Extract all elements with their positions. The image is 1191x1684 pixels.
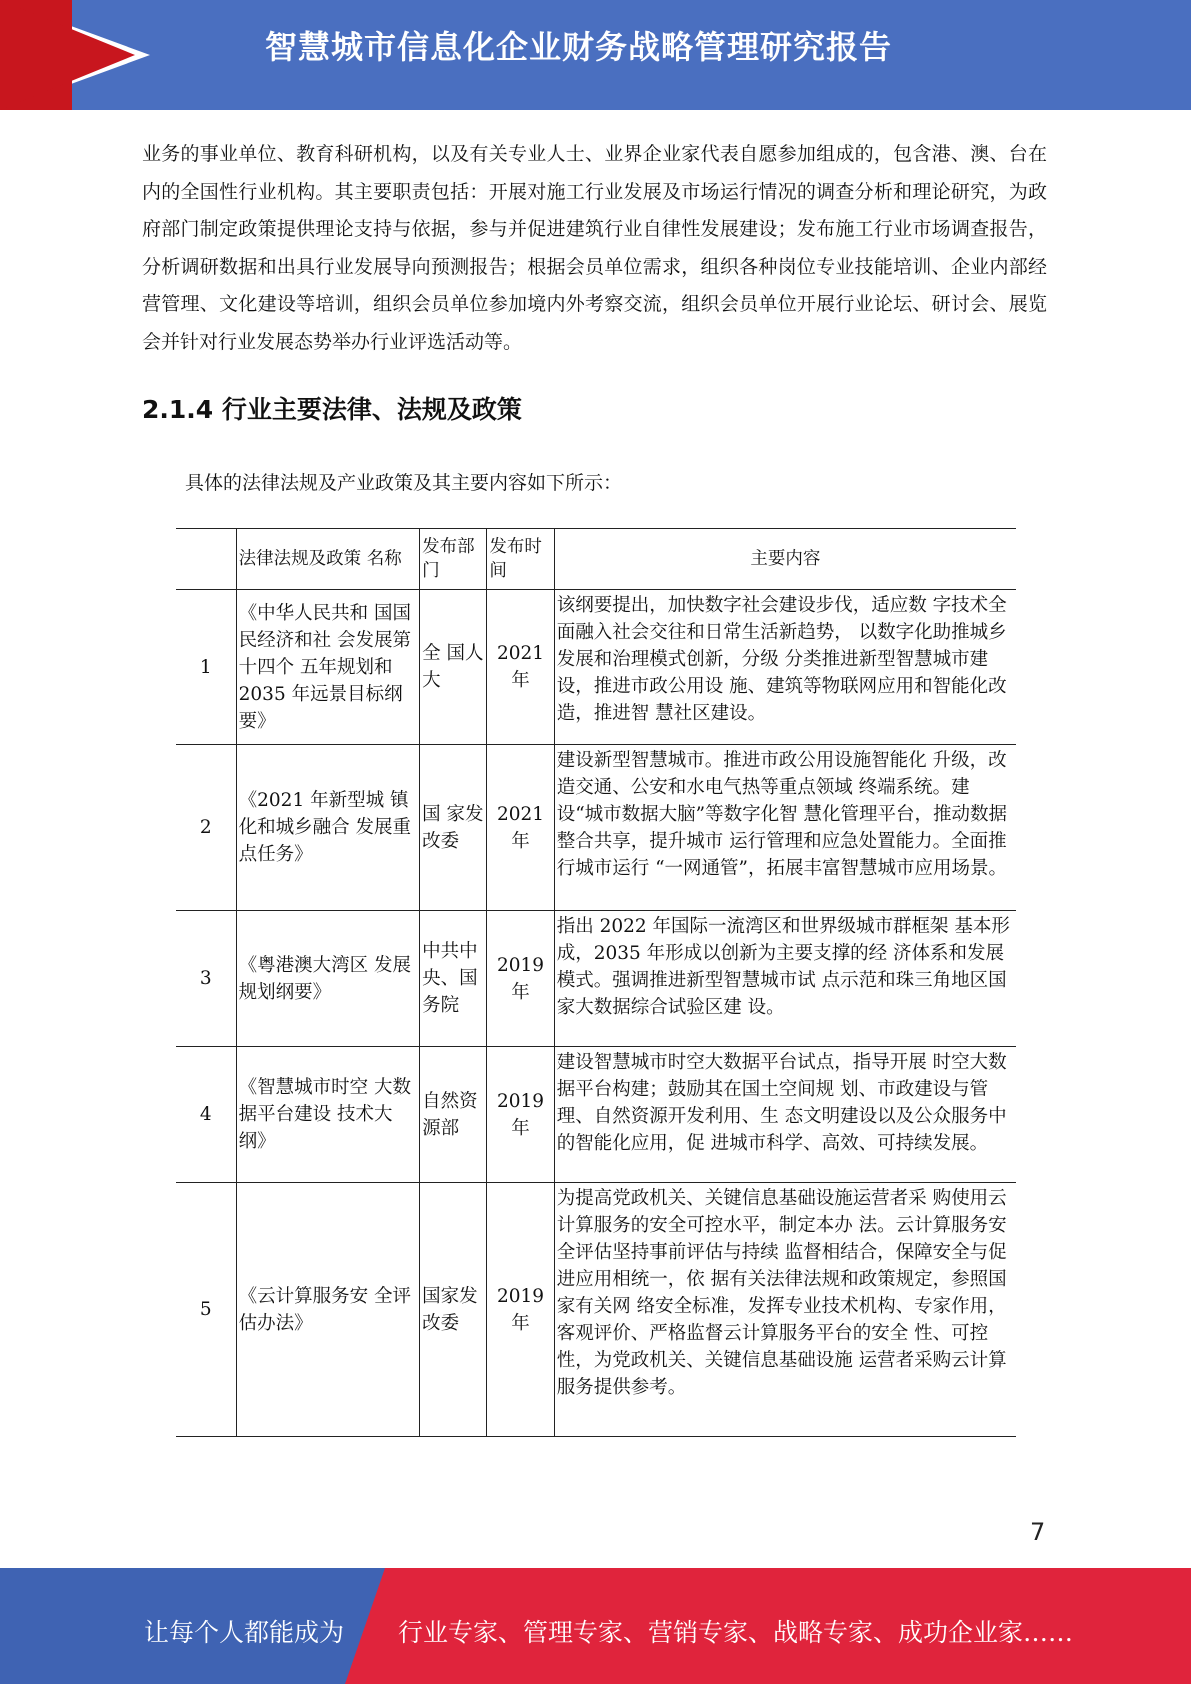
table-row	[176, 911, 1016, 1047]
table-row	[176, 1047, 1016, 1183]
header-content: 主要内容	[554, 529, 1016, 590]
row-dept: 国家发改委	[420, 1183, 487, 1437]
row-name: 《中华人民共和 国国民经济和社 会发展第十四个 五年规划和 2035 年远景目标纲 要》	[236, 590, 419, 745]
row-no: 4	[176, 1047, 236, 1183]
section-heading: 2.1.4 行业主要法律、法规及政策	[142, 395, 522, 424]
row-name: 《2021 年新型城 镇化和城乡融合 发展重点任务》	[236, 745, 419, 911]
row-date: 2021年	[487, 590, 554, 745]
row-no: 2	[176, 745, 236, 911]
row-content: 建设智慧城市时空大数据平台试点，指导开展 时空大数据平台构建；鼓励其在国土空间规 划、市政建设与管理、自然资源开发利用、生 态文明建设以及公众服务中的智能化应用，促 进城市科学、高效、可持续发展。	[554, 1047, 1016, 1183]
row-content: 指出 2022 年国际一流湾区和世界级城市群框架 基本形成，2035 年形成以创新为主要支撑的经 济体系和发展模式。强调推进新型智慧城市试 点示范和珠三角地区国家大数据综合试验区建 设。	[554, 911, 1016, 1047]
row-date: 2019年	[487, 911, 554, 1047]
footer-slogan-right: 行业专家、管理专家、营销专家、战略专家、成功企业家……	[398, 1618, 1074, 1647]
row-no: 1	[176, 590, 236, 745]
row-dept: 国 家发 改委	[420, 745, 487, 911]
header-no	[176, 529, 236, 590]
footer-slogan-left: 让每个人都能成为	[144, 1618, 345, 1647]
row-date: 2021年	[487, 745, 554, 911]
header-date: 发布时间	[487, 529, 554, 590]
header-name: 法律法规及政策 名称	[236, 529, 419, 590]
header-red-chevron	[0, 0, 135, 110]
row-name: 《粤港澳大湾区 发展规划纲要》	[236, 911, 419, 1047]
table-row	[176, 590, 1016, 745]
row-content: 建设新型智慧城市。推进市政公用设施智能化 升级，改造交通、公安和水电气热等重点领域 终端系统。建设“城市数据大脑”等数字化智 慧化管理平台，推动数据整合共享，提升城市 运行管理和应急处置能力。全面推行城市运行 “一网通管”，拓展丰富智慧城市应用场景。	[554, 745, 1016, 911]
report-title: 智慧城市信息化企业财务战略管理研究报告	[265, 28, 893, 66]
row-name: 《云计算服务安 全评估办法》	[236, 1183, 419, 1437]
table-row	[176, 745, 1016, 911]
row-dept: 全 国人大	[420, 590, 487, 745]
table-row	[176, 1183, 1016, 1437]
footer-banner	[0, 1568, 1191, 1684]
table-intro: 具体的法律法规及产业政策及其主要内容如下所示：	[185, 472, 623, 494]
row-content: 为提高党政机关、关键信息基础设施运营者采 购使用云计算服务的安全可控水平，制定本办 法。云计算服务安全评估坚持事前评估与持续 监督相结合，保障安全与促进应用相统一，依 据有关法律法规和政策规定，参照国家有关网 络安全标准，发挥专业技术机构、专家作用， 客观评价、严格监督云计算服务平台的安全 性、可控性，为党政机关、关键信息基础设施 运营者采购云计算服务提供参考。	[554, 1183, 1016, 1437]
row-no: 3	[176, 911, 236, 1047]
row-name: 《智慧城市时空 大数据平台建设 技术大纲》	[236, 1047, 419, 1183]
row-no: 5	[176, 1183, 236, 1437]
row-dept: 自然资源部	[420, 1047, 487, 1183]
row-date: 2019年	[487, 1047, 554, 1183]
row-date: 2019年	[487, 1183, 554, 1437]
page-number: 7	[1030, 1518, 1046, 1546]
row-dept: 中共中央、国务院	[420, 911, 487, 1047]
header-dept: 发布部门	[420, 529, 487, 590]
footer-blue-slant	[345, 1568, 385, 1684]
body-paragraph: 业务的事业单位、教育科研机构，以及有关专业人士、业界企业家代表自愿参加组成的，包含港、澳、台在内的全国性行业机构。其主要职责包括：开展对施工行业发展及市场运行情况的调查分析和理论研究，为政府部门制定政策提供理论支持与依据，参与并促进建筑行业自律性发展建设；发布施工行业市场调查报告，分析调研数据和出具行业发展导向预测报告；根据会员单位需求，组织各种岗位专业技能培训、企业内部经营管理、文化建设等培训，组织会员单位参加境内外考察交流，组织会员单位开展行业论坛、研讨会、展览会并针对行业发展态势举办行业评选活动等。	[142, 143, 1047, 353]
laws-policies-table	[176, 528, 1016, 1437]
header-banner	[0, 0, 1191, 110]
row-content: 该纲要提出，加快数字社会建设步伐，适应数 字技术全面融入社会交往和日常生活新趋势， 以数字化助推城乡发展和治理模式创新，分级 分类推进新型智慧城市建设，推进市政公用设 施、建筑等物联网应用和智能化改造，推进智 慧社区建设。	[554, 590, 1016, 745]
table-header-row	[176, 529, 1016, 590]
